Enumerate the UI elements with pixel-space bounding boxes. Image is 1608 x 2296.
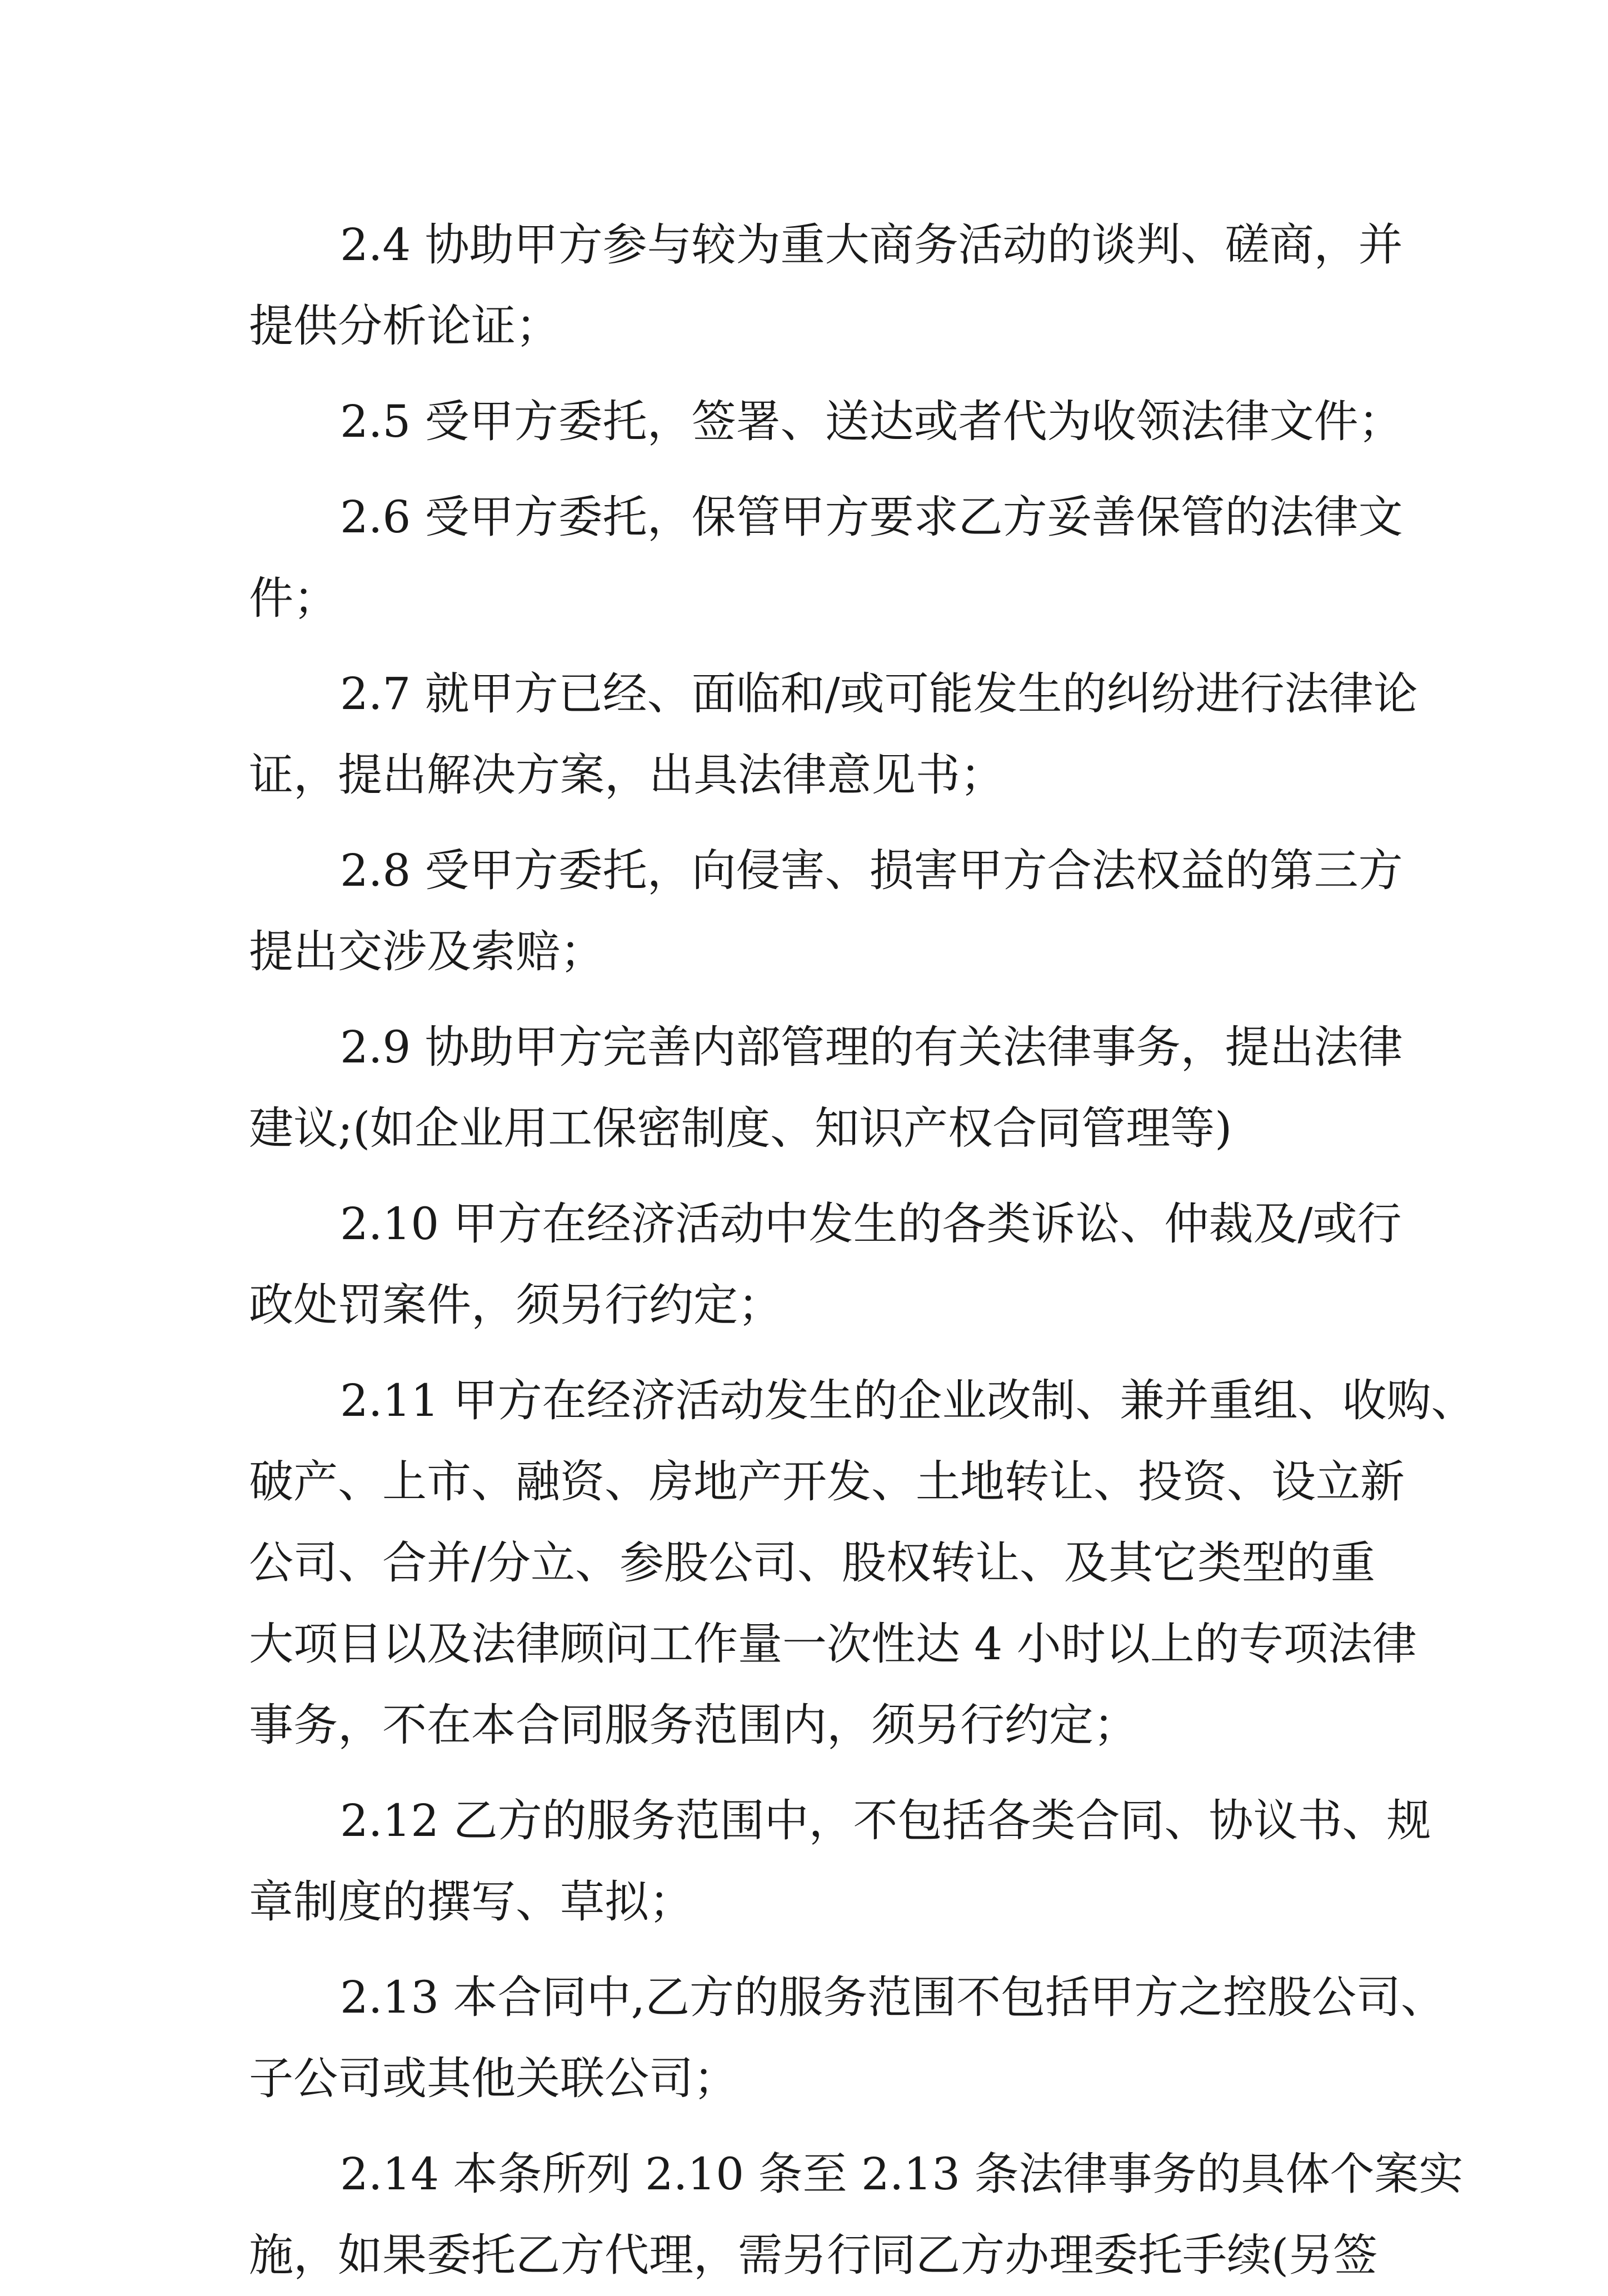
- text-line: 2.6 受甲方委托，保管甲方要求乙方妥善保管的法律文: [340, 491, 1403, 543]
- text-line: 2.5 受甲方委托，签署、送达或者代为收领法律文件；: [340, 396, 1403, 447]
- clause-2-13: [249, 1957, 1445, 2119]
- text-line: 子公司或其他关联公司；: [249, 2053, 738, 2104]
- clause-2-9: [249, 1007, 1403, 1169]
- text-line: 2.9 协助甲方完善内部管理的有关法律事务，提出法律: [340, 1021, 1403, 1073]
- text-line: 证，提出解决方案，出具法律意见书；: [249, 749, 1005, 801]
- clause-2-6: [249, 477, 1403, 639]
- clause-2-14: [249, 2134, 1464, 2296]
- document-body: [249, 204, 1476, 2296]
- text-line: 建议;(如企业用工保密制度、知识产权合同管理等): [249, 1102, 1232, 1154]
- text-line: 政处罚案件，须另行约定；: [249, 1279, 782, 1331]
- text-line: 大项目以及法律顾问工作量一次性达 4 小时以上的专项法律: [249, 1618, 1417, 1670]
- text-line: 破产、上市、融资、房地产开发、土地转让、投资、设立新: [249, 1456, 1405, 1508]
- clause-2-5: [249, 381, 1403, 462]
- text-line: 2.10 甲方在经济活动中发生的各类诉讼、仲裁及/或行: [340, 1198, 1402, 1250]
- text-line: 2.14 本条所列 2.10 条至 2.13 条法律事务的具体个案实: [340, 2148, 1464, 2200]
- text-line: 2.12 乙方的服务范围中，不包括各类合同、协议书、规: [340, 1795, 1431, 1846]
- clause-2-10: [249, 1184, 1402, 1346]
- text-line: 2.13 本合同中,乙方的服务范围不包括甲方之控股公司、: [340, 1971, 1445, 2023]
- text-line: 2.7 就甲方已经、面临和/或可能发生的纠纷进行法律论: [340, 668, 1418, 720]
- text-line: 件；: [249, 572, 338, 624]
- text-line: 2.11 甲方在经济活动发生的企业改制、兼并重组、收购、: [340, 1375, 1476, 1426]
- clause-2-8: [249, 830, 1403, 992]
- clause-2-4: [249, 204, 1403, 367]
- clause-2-11: [249, 1360, 1476, 1766]
- clause-2-7: [249, 653, 1418, 816]
- text-line: 提出交涉及索赔；: [249, 926, 605, 977]
- text-line: 事务，不在本合同服务范围内，须另行约定；: [249, 1699, 1138, 1751]
- text-line: 公司、合并/分立、参股公司、股权转让、及其它类型的重: [249, 1537, 1375, 1589]
- text-line: 施，如果委托乙方代理，需另行同乙方办理委托手续(另签: [249, 2229, 1378, 2281]
- text-line: 章制度的撰写、草拟；: [249, 1876, 693, 1928]
- text-line: 2.4 协助甲方参与较为重大商务活动的谈判、磋商，并: [340, 219, 1403, 271]
- text-line: 提供分析论证；: [249, 300, 560, 352]
- clause-2-12: [249, 1780, 1431, 1943]
- text-line: 2.8 受甲方委托，向侵害、损害甲方合法权益的第三方: [340, 845, 1403, 896]
